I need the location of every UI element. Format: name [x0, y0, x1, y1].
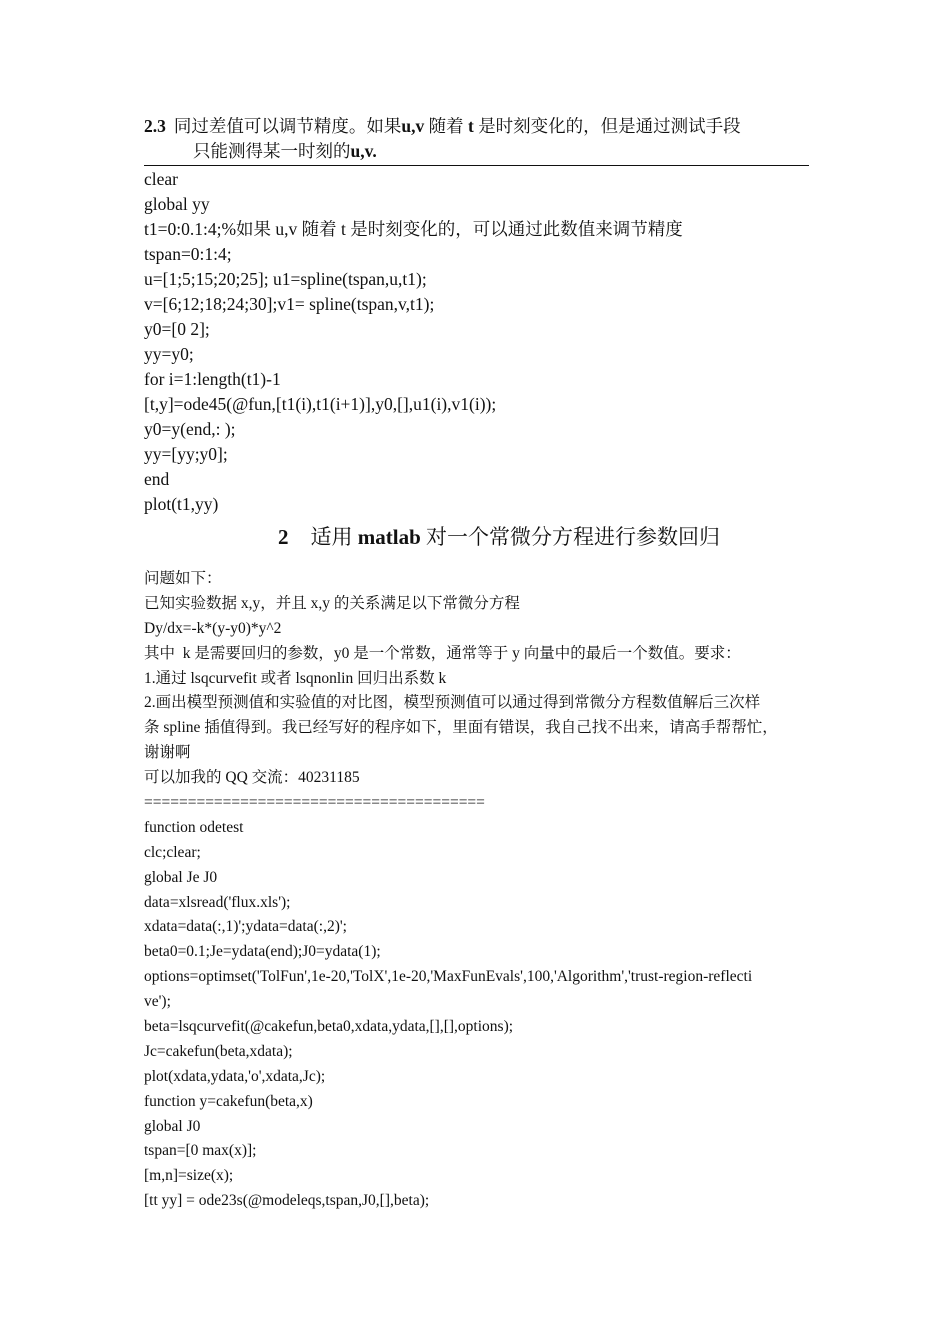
code-line: for i=1:length(t1)-1 [144, 369, 281, 389]
code-line: yy=[yy;y0]; [144, 444, 228, 464]
text-line: 谢谢啊 [144, 744, 191, 762]
code-line: plot(xdata,ydata,'o',xdata,Jc); [144, 1067, 326, 1085]
heading-text: 同过差值可以调节精度。如果 [173, 116, 402, 136]
heading-text: 只能测得某一时刻的 [193, 141, 351, 161]
question-body [144, 567, 816, 1214]
heading-matlab: matlab [357, 525, 421, 549]
section-heading-2 [278, 522, 720, 552]
code-line: yy=y0; [144, 344, 194, 364]
code-line: beta=lsqcurvefit(@cakefun,beta0,xdata,ydata,[],[],options); [144, 1018, 514, 1036]
heading-text: 适用 [310, 525, 353, 549]
text-line: 已知实验数据 x,y，并且 x,y 的关系满足以下常微分方程 [144, 594, 520, 612]
code-line: [m,n]=size(x); [144, 1167, 234, 1185]
code-line: global J0 [144, 1117, 201, 1135]
separator-line: ======================================= [144, 794, 485, 812]
section-heading-line-1 [144, 114, 814, 139]
code-line: plot(t1,yy) [144, 494, 219, 514]
text-line: 可以加我的 QQ 交流：40231185 [144, 769, 360, 787]
code-line: function odetest [144, 818, 244, 836]
code-line: [t,y]=ode45(@fun,[t1(i),t1(i+1)],y0,[],u1(i),v1(i)); [144, 394, 497, 414]
text-line: 其中 k 是需要回归的参数，y0 是一个常数，通常等于 y 向量中的最后一个数值。要求： [144, 644, 741, 662]
heading-text: 随着 [428, 116, 464, 136]
code-line: y0=y(end,: ); [144, 419, 236, 439]
section-number: 2.3 [144, 116, 166, 136]
code-line: options=optimset('TolFun',1e-20,'TolX',1e-20,'MaxFunEvals',100,'Algorithm','trust-region-reflecti [144, 968, 753, 986]
code-line: clear [144, 169, 178, 189]
code-line: function y=cakefun(beta,x) [144, 1092, 313, 1110]
code-line: y0=[0 2]; [144, 319, 210, 339]
heading-text: 对一个常微分方程进行参数回归 [426, 525, 720, 549]
code-line: xdata=data(:,1)';ydata=data(:,2)'; [144, 918, 347, 936]
code-line: global Je J0 [144, 868, 218, 886]
code-line: global yy [144, 194, 210, 214]
heading-t: t [467, 116, 474, 136]
code-line: Jc=cakefun(beta,xdata); [144, 1042, 293, 1060]
code-line: v=[6;12;18;24;30];v1= spline(tspan,v,t1); [144, 294, 435, 314]
code-line: tspan=0:1:4; [144, 244, 232, 264]
section-number: 2 [278, 525, 289, 549]
code-line: end [144, 469, 170, 489]
code-line: t1=0:0.1:4;%如果 u,v 随着 t 是时刻变化的，可以通过此数值来调节精度 [144, 219, 683, 239]
heading-text: 是时刻变化的，但是通过测试手段 [478, 116, 741, 136]
code-line: [tt yy] = ode23s(@modeleqs,tspan,J0,[],beta); [144, 1192, 430, 1210]
text-line: 条 spline 插值得到。我已经写好的程序如下，里面有错误，我自己找不出来，请高手帮帮忙， [144, 719, 778, 737]
text-line: 2.画出模型预测值和实验值的对比图，模型预测值可以通过得到常微分方程数值解后三次样 [144, 694, 761, 712]
code-line: tspan=[0 max(x)]; [144, 1142, 257, 1160]
heading-uv: u,v [401, 116, 425, 136]
section-heading-2-3 [144, 114, 814, 164]
section-heading-line-2 [144, 139, 814, 164]
code-line: beta0=0.1;Je=ydata(end);J0=ydata(1); [144, 943, 381, 961]
heading-underline [144, 165, 809, 166]
code-line: data=xlsread('flux.xls'); [144, 893, 291, 911]
text-line: Dy/dx=-k*(y-y0)*y^2 [144, 619, 282, 637]
code-block-1 [144, 167, 683, 517]
text-line: 1.通过 lsqcurvefit 或者 lsqnonlin 回归出系数 k [144, 669, 447, 687]
code-line: ve'); [144, 993, 171, 1011]
text-line: 问题如下： [144, 570, 222, 587]
code-line: u=[1;5;15;20;25]; u1=spline(tspan,u,t1); [144, 269, 427, 289]
code-line: clc;clear; [144, 843, 201, 861]
heading-uv: u,v. [350, 141, 377, 161]
